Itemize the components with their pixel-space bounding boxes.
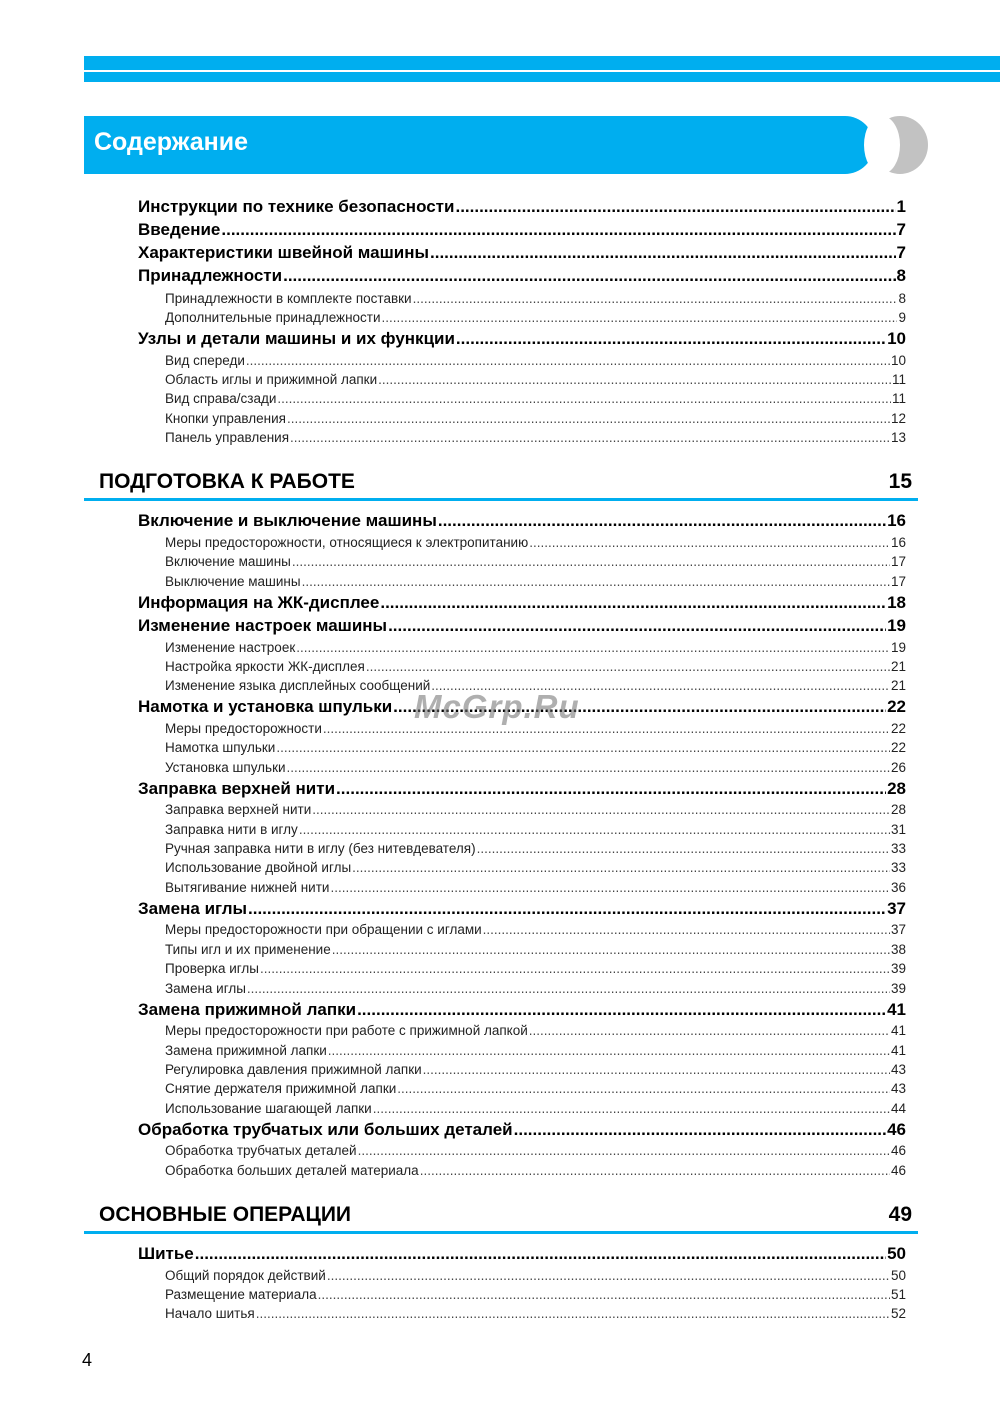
- toc-entry-page: 43: [890, 1062, 906, 1077]
- toc-entry-page: 19: [890, 640, 906, 655]
- toc-entry-page: 28: [890, 802, 906, 817]
- toc-entry[interactable]: [138, 1000, 906, 1020]
- toc-entry-title: Намотка шпульки: [165, 740, 276, 755]
- toc-entry-title: Принадлежности: [138, 266, 283, 285]
- toc-subentry[interactable]: [165, 353, 906, 368]
- toc-subentry[interactable]: [165, 574, 906, 589]
- toc-leader-dots: [455, 197, 895, 217]
- toc-leader-dots: [247, 981, 890, 996]
- toc-entry-page: 50: [890, 1268, 906, 1283]
- toc-entry-page: 46: [887, 1120, 906, 1139]
- toc-entry[interactable]: [138, 779, 906, 799]
- toc-entry-page: 19: [887, 616, 906, 635]
- toc-entry-title: Обработка больших деталей материала: [165, 1163, 419, 1178]
- toc-entry-page: 41: [887, 1000, 906, 1019]
- toc-entry-page: 7: [896, 243, 906, 262]
- toc-leader-dots: [312, 802, 890, 817]
- toc-entry-title: Область иглы и прижимной лапки: [165, 372, 378, 387]
- toc-entry[interactable]: [138, 220, 906, 240]
- toc-entry-title: Меры предосторожности при работе с прижимной лапкой: [165, 1023, 528, 1038]
- toc-subentry[interactable]: [165, 1023, 906, 1038]
- toc-leader-dots: [397, 1081, 890, 1096]
- toc-leader-dots: [438, 511, 886, 531]
- toc-leader-dots: [277, 391, 891, 406]
- toc-leader-dots: [287, 411, 890, 426]
- toc-entry[interactable]: [138, 1244, 906, 1264]
- toc-leader-dots: [352, 860, 890, 875]
- toc-leader-dots: [287, 760, 890, 775]
- toc-entry-title: Кнопки управления: [165, 411, 286, 426]
- toc-leader-dots: [302, 574, 890, 589]
- toc-leader-dots: [373, 1101, 890, 1116]
- toc-leader-dots: [456, 329, 886, 349]
- toc-subentry[interactable]: [165, 554, 906, 569]
- toc-leader-dots: [246, 353, 890, 368]
- toc-entry-page: 52: [890, 1306, 906, 1321]
- toc-entry-page: 13: [890, 430, 906, 445]
- toc-entry-page: 16: [890, 535, 906, 550]
- toc-leader-dots: [330, 880, 890, 895]
- toc-subentry[interactable]: [165, 880, 906, 895]
- toc-entry-title: Заправка верхней нити: [165, 802, 312, 817]
- toc-leader-dots: [327, 1268, 890, 1283]
- section-page: 49: [888, 1203, 912, 1226]
- toc-entry-page: 11: [891, 372, 906, 387]
- toc-leader-dots: [323, 721, 890, 736]
- toc-leader-dots: [380, 593, 886, 613]
- toc-subentry[interactable]: [165, 822, 906, 837]
- page-number: 4: [82, 1350, 93, 1370]
- toc-entry-title: Меры предосторожности, относящиеся к электропитанию: [165, 535, 529, 550]
- toc-leader-dots: [483, 922, 890, 937]
- toc-entry-title: Характеристики швейной машины: [138, 243, 430, 262]
- toc-leader-dots: [296, 640, 890, 655]
- toc-entry-title: Настройка яркости ЖК-дисплея: [165, 659, 365, 674]
- toc-leader-dots: [378, 372, 891, 387]
- toc-entry-page: 37: [887, 899, 906, 918]
- toc-entry-title: Вид справа/сзади: [165, 391, 277, 406]
- toc-leader-dots: [336, 779, 886, 799]
- toc-entry-title: Инструкции по технике безопасности: [138, 197, 455, 216]
- toc-entry-page: 17: [890, 554, 906, 569]
- toc-entry[interactable]: [138, 197, 906, 217]
- toc-entry-page: 38: [890, 942, 906, 957]
- toc-entry[interactable]: [138, 511, 906, 531]
- toc-entry-page: 50: [887, 1244, 906, 1263]
- toc-entry-page: 9: [898, 310, 906, 325]
- toc-entry-title: Заправка верхней нити: [138, 779, 336, 798]
- toc-entry-title: Включение и выключение машины: [138, 511, 437, 530]
- toc-subentry[interactable]: [165, 760, 906, 775]
- toc-leader-dots: [420, 1163, 890, 1178]
- section-rule: [84, 1231, 918, 1234]
- toc-entry-title: Дополнительные принадлежности: [165, 310, 381, 325]
- toc-entry-page: 8: [898, 291, 906, 306]
- toc-entry-title: Замена иглы: [165, 981, 246, 996]
- toc-entry-title: Панель управления: [165, 430, 290, 445]
- toc-subentry[interactable]: [165, 841, 906, 856]
- toc-entry-title: Введение: [138, 220, 221, 239]
- toc-entry-title: Узлы и детали машины и их функции: [138, 329, 455, 348]
- toc-entry-title: Размещение материала: [165, 1287, 317, 1302]
- toc-leader-dots: [195, 1244, 886, 1264]
- toc-leader-dots: [290, 430, 890, 445]
- toc-leader-dots: [477, 841, 890, 856]
- toc-entry-title: Изменение настроек машины: [138, 616, 388, 635]
- toc-entry-title: Изменение настроек: [165, 640, 296, 655]
- toc-entry-title: Информация на ЖК-дисплее: [138, 593, 380, 612]
- toc-entry-title: Типы игл и их применение: [165, 942, 331, 957]
- toc-entry[interactable]: [138, 593, 906, 613]
- watermark: McGrp.Ru: [414, 688, 580, 725]
- toc-entry-page: 7: [896, 220, 906, 239]
- toc-entry-title: Вид спереди: [165, 353, 245, 368]
- toc-entry-title: Вытягивание нижней нити: [165, 880, 330, 895]
- toc-subentry[interactable]: [165, 802, 906, 817]
- toc-leader-dots: [430, 243, 896, 263]
- toc-entry-page: 21: [890, 678, 906, 693]
- toc-entry-page: 22: [890, 740, 906, 755]
- toc-entry-page: 33: [890, 860, 906, 875]
- toc-entry-page: 46: [890, 1143, 906, 1158]
- toc-subentry[interactable]: [165, 291, 906, 306]
- toc-entry-page: 51: [890, 1287, 906, 1302]
- toc-entry-page: 46: [890, 1163, 906, 1178]
- toc-leader-dots: [332, 942, 890, 957]
- toc-entry-title: Начало шитья: [165, 1306, 255, 1321]
- toc-entry-page: 17: [890, 574, 906, 589]
- toc-entry-page: 21: [890, 659, 906, 674]
- toc-entry-page: 16: [887, 511, 906, 530]
- toc-entry-page: 22: [890, 721, 906, 736]
- toc-subentry[interactable]: [165, 1101, 906, 1116]
- toc-entry-page: 12: [890, 411, 906, 426]
- toc-entry-page: 36: [890, 880, 906, 895]
- section-title: ПОДГОТОВКА К РАБОТЕ: [99, 470, 355, 493]
- toc-entry-page: 44: [890, 1101, 906, 1116]
- toc-entry[interactable]: [138, 899, 906, 919]
- toc-entry-title: Выключение машины: [165, 574, 301, 589]
- toc-leader-dots: [256, 1306, 890, 1321]
- toc-entry-page: 10: [890, 353, 906, 368]
- toc-subentry[interactable]: [165, 430, 906, 445]
- toc-leader-dots: [318, 1287, 890, 1302]
- toc-leader-dots: [388, 616, 886, 636]
- toc-subentry[interactable]: [165, 1287, 906, 1302]
- toc-entry-page: 31: [890, 822, 906, 837]
- toc-entry-title: Принадлежности в комплекте поставки: [165, 291, 412, 306]
- toc-entry-title: Использование двойной иглы: [165, 860, 352, 875]
- section-rule: [84, 498, 918, 501]
- toc-entry-page: 10: [887, 329, 906, 348]
- toc-entry-title: Снятие держателя прижимной лапки: [165, 1081, 397, 1096]
- toc-leader-dots: [357, 1000, 886, 1020]
- toc-subentry[interactable]: [165, 310, 906, 325]
- toc-subentry[interactable]: [165, 961, 906, 976]
- toc-entry-page: 39: [890, 961, 906, 976]
- toc-entry-title: Замена прижимной лапки: [138, 1000, 357, 1019]
- toc-entry-page: 8: [896, 266, 906, 285]
- toc-leader-dots: [423, 1062, 890, 1077]
- toc-entry[interactable]: [138, 243, 906, 263]
- toc-entry-page: 41: [890, 1023, 906, 1038]
- section-page: 15: [888, 470, 912, 493]
- toc-entry-title: Обработка трубчатых деталей: [165, 1143, 357, 1158]
- toc-subentry[interactable]: [165, 860, 906, 875]
- toc-subentry[interactable]: [165, 740, 906, 755]
- toc-entry-title: Проверка иглы: [165, 961, 259, 976]
- toc-entry-page: 33: [890, 841, 906, 856]
- toc-entry-page: 41: [890, 1043, 906, 1058]
- toc-entry-page: 39: [890, 981, 906, 996]
- toc-entry-title: Меры предосторожности: [165, 721, 322, 736]
- toc-entry[interactable]: [138, 1120, 906, 1140]
- toc-leader-dots: [413, 291, 898, 306]
- toc-leader-dots: [328, 1043, 890, 1058]
- toc-subentry[interactable]: [165, 391, 906, 406]
- toc-subentry[interactable]: [165, 372, 906, 387]
- toc-leader-dots: [260, 961, 890, 976]
- toc-entry-page: 1: [896, 197, 906, 216]
- toc-entry[interactable]: [138, 329, 906, 349]
- toc-entry-title: Шитье: [138, 1244, 194, 1263]
- toc-entry-title: Общий порядок действий: [165, 1268, 326, 1283]
- toc-leader-dots: [292, 554, 890, 569]
- toc-entry-title: Ручная заправка нити в иглу (без нитевдевателя): [165, 841, 476, 856]
- toc-entry-page: 22: [887, 697, 906, 716]
- toc-leader-dots: [299, 822, 890, 837]
- toc-subentry[interactable]: [165, 1163, 906, 1178]
- toc-entry-title: Использование шагающей лапки: [165, 1101, 372, 1116]
- toc-entry[interactable]: [138, 266, 906, 286]
- toc-entry-title: Включение машины: [165, 554, 291, 569]
- top-decorative-bar: [84, 56, 1000, 82]
- toc-leader-dots: [248, 899, 886, 919]
- toc-entry-title: Изменение языка дисплейных сообщений: [165, 678, 431, 693]
- toc-leader-dots: [514, 1120, 886, 1140]
- toc-leader-dots: [529, 535, 890, 550]
- toc-subentry[interactable]: [165, 411, 906, 426]
- toc-leader-dots: [366, 659, 890, 674]
- toc-entry-page: 43: [890, 1081, 906, 1096]
- toc-leader-dots: [221, 220, 895, 240]
- header-ring-cutout: [864, 116, 900, 174]
- page-title: Содержание: [94, 128, 249, 156]
- toc-entry-page: 28: [887, 779, 906, 798]
- toc-subentry[interactable]: [165, 942, 906, 957]
- toc-subentry[interactable]: [165, 1062, 906, 1077]
- toc-subentry[interactable]: [165, 535, 906, 550]
- toc-entry-title: Замена прижимной лапки: [165, 1043, 327, 1058]
- toc-entry-page: 11: [891, 391, 906, 406]
- toc-leader-dots: [382, 310, 898, 325]
- toc-subentry[interactable]: [165, 1268, 906, 1283]
- toc-entry-title: Намотка и установка шпульки: [138, 697, 393, 716]
- toc-subentry[interactable]: [165, 640, 906, 655]
- toc-entry-title: Обработка трубчатых или больших деталей: [138, 1120, 513, 1139]
- toc-leader-dots: [529, 1023, 890, 1038]
- toc-subentry[interactable]: [165, 1143, 906, 1158]
- toc-entry-page: 18: [887, 593, 906, 612]
- toc-leader-dots: [283, 266, 895, 286]
- section-title: ОСНОВНЫЕ ОПЕРАЦИИ: [99, 1203, 352, 1226]
- toc-entry-title: Установка шпульки: [165, 760, 286, 775]
- toc-subentry[interactable]: [165, 922, 906, 937]
- toc-entry-title: Заправка нити в иглу: [165, 822, 298, 837]
- toc-entry-page: 37: [890, 922, 906, 937]
- toc-subentry[interactable]: [165, 1306, 906, 1321]
- toc-entry-page: 26: [890, 760, 906, 775]
- toc-subentry[interactable]: [165, 1081, 906, 1096]
- toc-subentry[interactable]: [165, 1043, 906, 1058]
- toc-entry-title: Регулировка давления прижимной лапки: [165, 1062, 422, 1077]
- toc-subentry[interactable]: [165, 659, 906, 674]
- section-heading-basic-operations: [99, 1203, 912, 1227]
- top-bar-stripe: [84, 70, 1000, 72]
- section-heading-preparation: [99, 470, 912, 494]
- toc-entry-title: Меры предосторожности при обращении с иглами: [165, 922, 482, 937]
- toc-leader-dots: [358, 1143, 890, 1158]
- toc-entry-title: Замена иглы: [138, 899, 248, 918]
- toc-subentry[interactable]: [165, 981, 906, 996]
- toc-entry[interactable]: [138, 616, 906, 636]
- toc-leader-dots: [276, 740, 890, 755]
